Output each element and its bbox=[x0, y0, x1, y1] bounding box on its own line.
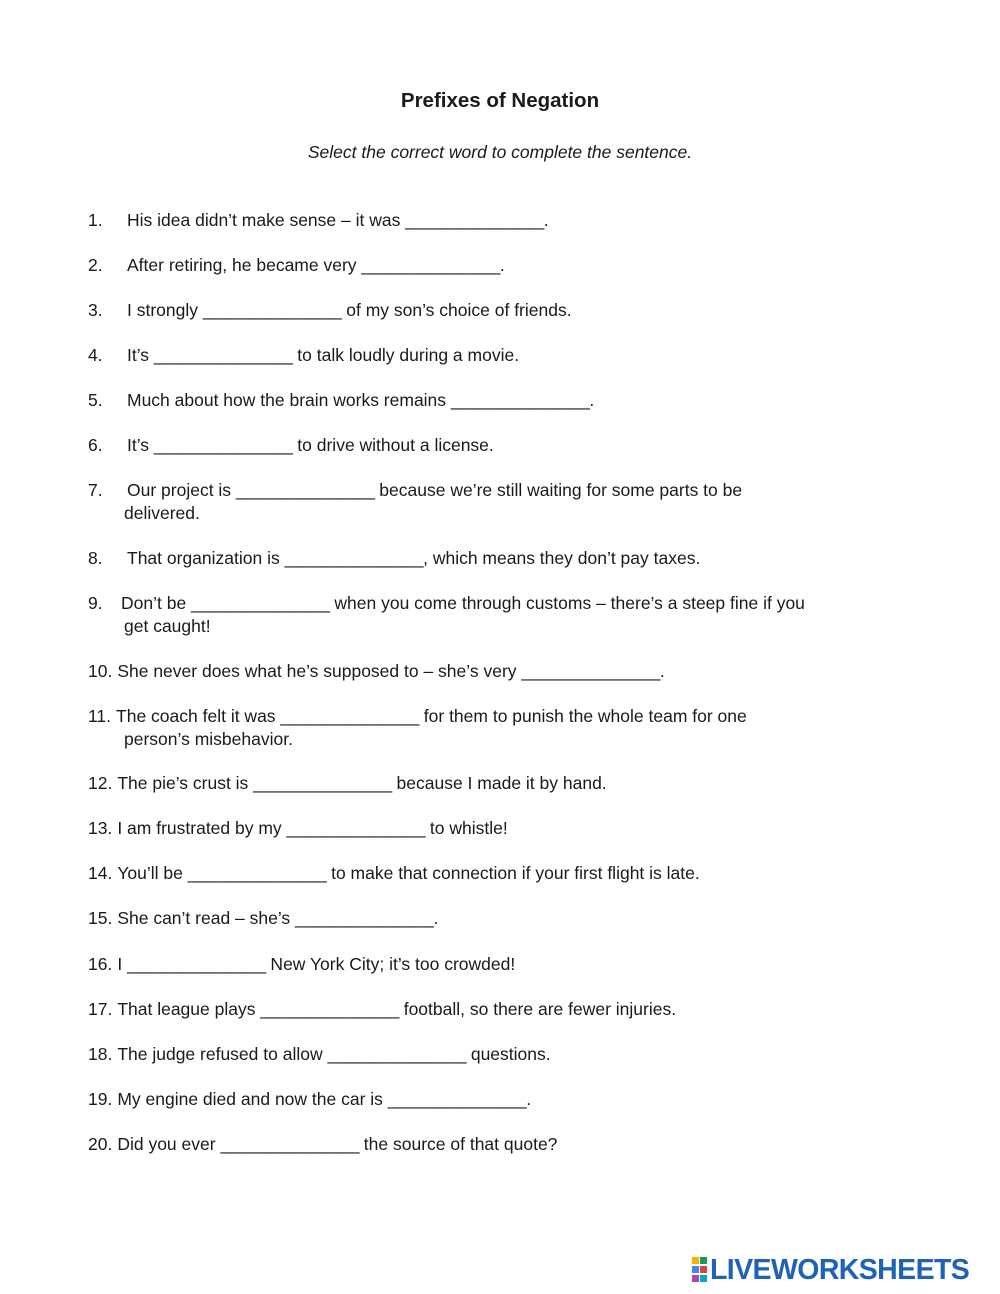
answer-blank[interactable]: _______________ bbox=[521, 661, 660, 681]
question-text-after: because I made it by hand. bbox=[391, 773, 607, 793]
question-number: 14. bbox=[88, 863, 113, 883]
question-number: 15. bbox=[88, 908, 113, 928]
question-number: 12. bbox=[88, 773, 113, 793]
question-number: 7. bbox=[88, 480, 103, 500]
question-text-before: The pie’s crust is bbox=[117, 773, 254, 793]
question-text-continued: get caught! bbox=[124, 616, 211, 636]
question-text-after: of my son’s choice of friends. bbox=[341, 300, 572, 320]
answer-blank[interactable]: _______________ bbox=[253, 773, 392, 793]
answer-blank[interactable]: _______________ bbox=[280, 706, 419, 726]
question-text-after: New York City; it’s too crowded! bbox=[265, 954, 516, 974]
answer-blank[interactable]: _______________ bbox=[284, 548, 424, 568]
question-17 bbox=[88, 998, 918, 1021]
question-16 bbox=[88, 953, 918, 976]
question-text-after: . bbox=[659, 661, 665, 681]
answer-blank[interactable]: _______________ bbox=[260, 999, 399, 1019]
answer-blank[interactable]: _______________ bbox=[187, 863, 327, 883]
question-number: 3. bbox=[88, 300, 103, 320]
question-number: 5. bbox=[88, 390, 103, 410]
answer-blank[interactable]: _______________ bbox=[295, 908, 434, 928]
question-number: 18. bbox=[88, 1044, 113, 1064]
question-number: 11. bbox=[88, 706, 112, 726]
question-text-after: questions. bbox=[465, 1044, 551, 1064]
answer-blank[interactable]: _______________ bbox=[235, 480, 375, 500]
answer-blank[interactable]: _______________ bbox=[361, 255, 500, 275]
answer-blank[interactable]: _______________ bbox=[153, 345, 293, 365]
question-text-before: It’s bbox=[127, 435, 154, 455]
question-text-continued: person’s misbehavior. bbox=[124, 729, 293, 749]
answer-blank[interactable]: _______________ bbox=[327, 1044, 466, 1064]
question-12 bbox=[88, 772, 918, 795]
question-number: 1. bbox=[88, 210, 103, 230]
question-text-after: . bbox=[543, 210, 549, 230]
answer-blank[interactable]: _______________ bbox=[405, 210, 544, 230]
question-number: 9. bbox=[88, 593, 103, 613]
question-text-after: football, so there are fewer injuries. bbox=[398, 999, 677, 1019]
question-text-after: for them to punish the whole team for one bbox=[418, 706, 747, 726]
answer-blank[interactable]: _______________ bbox=[127, 954, 266, 974]
question-18 bbox=[88, 1043, 918, 1066]
question-text-before: Don’t be bbox=[121, 593, 192, 613]
question-14 bbox=[88, 862, 918, 885]
question-text-before: You’ll be bbox=[117, 863, 188, 883]
question-number: 16. bbox=[88, 954, 113, 974]
question-text-before: It’s bbox=[127, 345, 154, 365]
question-7 bbox=[88, 479, 918, 525]
question-20 bbox=[88, 1133, 918, 1156]
question-10 bbox=[88, 660, 918, 683]
question-text-before: Our project is bbox=[127, 480, 236, 500]
answer-blank[interactable]: _______________ bbox=[153, 435, 293, 455]
answer-blank[interactable]: _______________ bbox=[286, 818, 426, 838]
answer-blank[interactable]: _______________ bbox=[202, 300, 342, 320]
question-text-before: After retiring, he became very bbox=[127, 255, 362, 275]
question-11 bbox=[88, 705, 918, 751]
question-number: 13. bbox=[88, 818, 113, 838]
question-text-before: His idea didn’t make sense – it was bbox=[127, 210, 406, 230]
question-text-after: . bbox=[433, 908, 439, 928]
question-number: 17. bbox=[88, 999, 113, 1019]
question-text-after: to drive without a license. bbox=[292, 435, 494, 455]
answer-blank[interactable]: _______________ bbox=[387, 1089, 527, 1109]
question-text-before: She can’t read – she’s bbox=[117, 908, 296, 928]
answer-blank[interactable]: _______________ bbox=[191, 593, 330, 613]
question-text-after: . bbox=[589, 390, 595, 410]
question-9 bbox=[88, 592, 918, 638]
question-8 bbox=[88, 547, 918, 570]
question-text-before: That organization is bbox=[127, 548, 285, 568]
question-number: 6. bbox=[88, 435, 103, 455]
liveworksheets-logo bbox=[692, 1253, 969, 1287]
question-text-before: I bbox=[117, 954, 128, 974]
answer-blank[interactable]: _______________ bbox=[450, 390, 590, 410]
question-19 bbox=[88, 1088, 918, 1111]
question-text-before: The coach felt it was bbox=[116, 706, 281, 726]
question-4 bbox=[88, 344, 918, 367]
question-text-after: , which means they don’t pay taxes. bbox=[423, 548, 701, 568]
question-1 bbox=[88, 209, 918, 232]
question-number: 8. bbox=[88, 548, 103, 568]
question-text-before: Much about how the brain works remains bbox=[127, 390, 451, 410]
question-text-after: to talk loudly during a movie. bbox=[292, 345, 520, 365]
question-text-after: . bbox=[526, 1089, 532, 1109]
question-number: 4. bbox=[88, 345, 103, 365]
question-5 bbox=[88, 389, 918, 412]
answer-blank[interactable]: _______________ bbox=[220, 1134, 359, 1154]
question-text-after: the source of that quote? bbox=[358, 1134, 558, 1154]
question-text-before: I am frustrated by my bbox=[117, 818, 287, 838]
question-3 bbox=[88, 299, 918, 322]
question-text-before: The judge refused to allow bbox=[117, 1044, 328, 1064]
question-13 bbox=[88, 817, 918, 840]
question-2 bbox=[88, 254, 918, 277]
question-number: 2. bbox=[88, 255, 103, 275]
question-text-before: She never does what he’s supposed to – she’s very bbox=[117, 661, 522, 681]
worksheet-title: Prefixes of Negation bbox=[400, 89, 600, 112]
worksheet-instructions: Select the correct word to complete the sentence. bbox=[307, 142, 693, 162]
question-number: 19. bbox=[88, 1089, 113, 1109]
question-text-after: . bbox=[499, 255, 505, 275]
question-15 bbox=[88, 907, 918, 930]
question-text-after: to make that connection if your first flight is late. bbox=[326, 863, 700, 883]
question-text-after: because we’re still waiting for some parts to be bbox=[374, 480, 743, 500]
question-text-after: when you come through customs – there’s a steep fine if you bbox=[329, 593, 805, 613]
liveworksheets-logo-icon bbox=[692, 1257, 708, 1283]
question-6 bbox=[88, 434, 918, 457]
liveworksheets-logo-text: LIVEWORKSHEETS bbox=[710, 1253, 970, 1286]
question-text-continued: delivered. bbox=[124, 503, 200, 523]
question-text-before: I strongly bbox=[127, 300, 203, 320]
question-text-before: My engine died and now the car is bbox=[117, 1089, 388, 1109]
question-text-after: to whistle! bbox=[425, 818, 508, 838]
question-text-before: Did you ever bbox=[117, 1134, 221, 1154]
question-number: 10. bbox=[88, 661, 113, 681]
question-text-before: That league plays bbox=[117, 999, 261, 1019]
question-number: 20. bbox=[88, 1134, 113, 1154]
